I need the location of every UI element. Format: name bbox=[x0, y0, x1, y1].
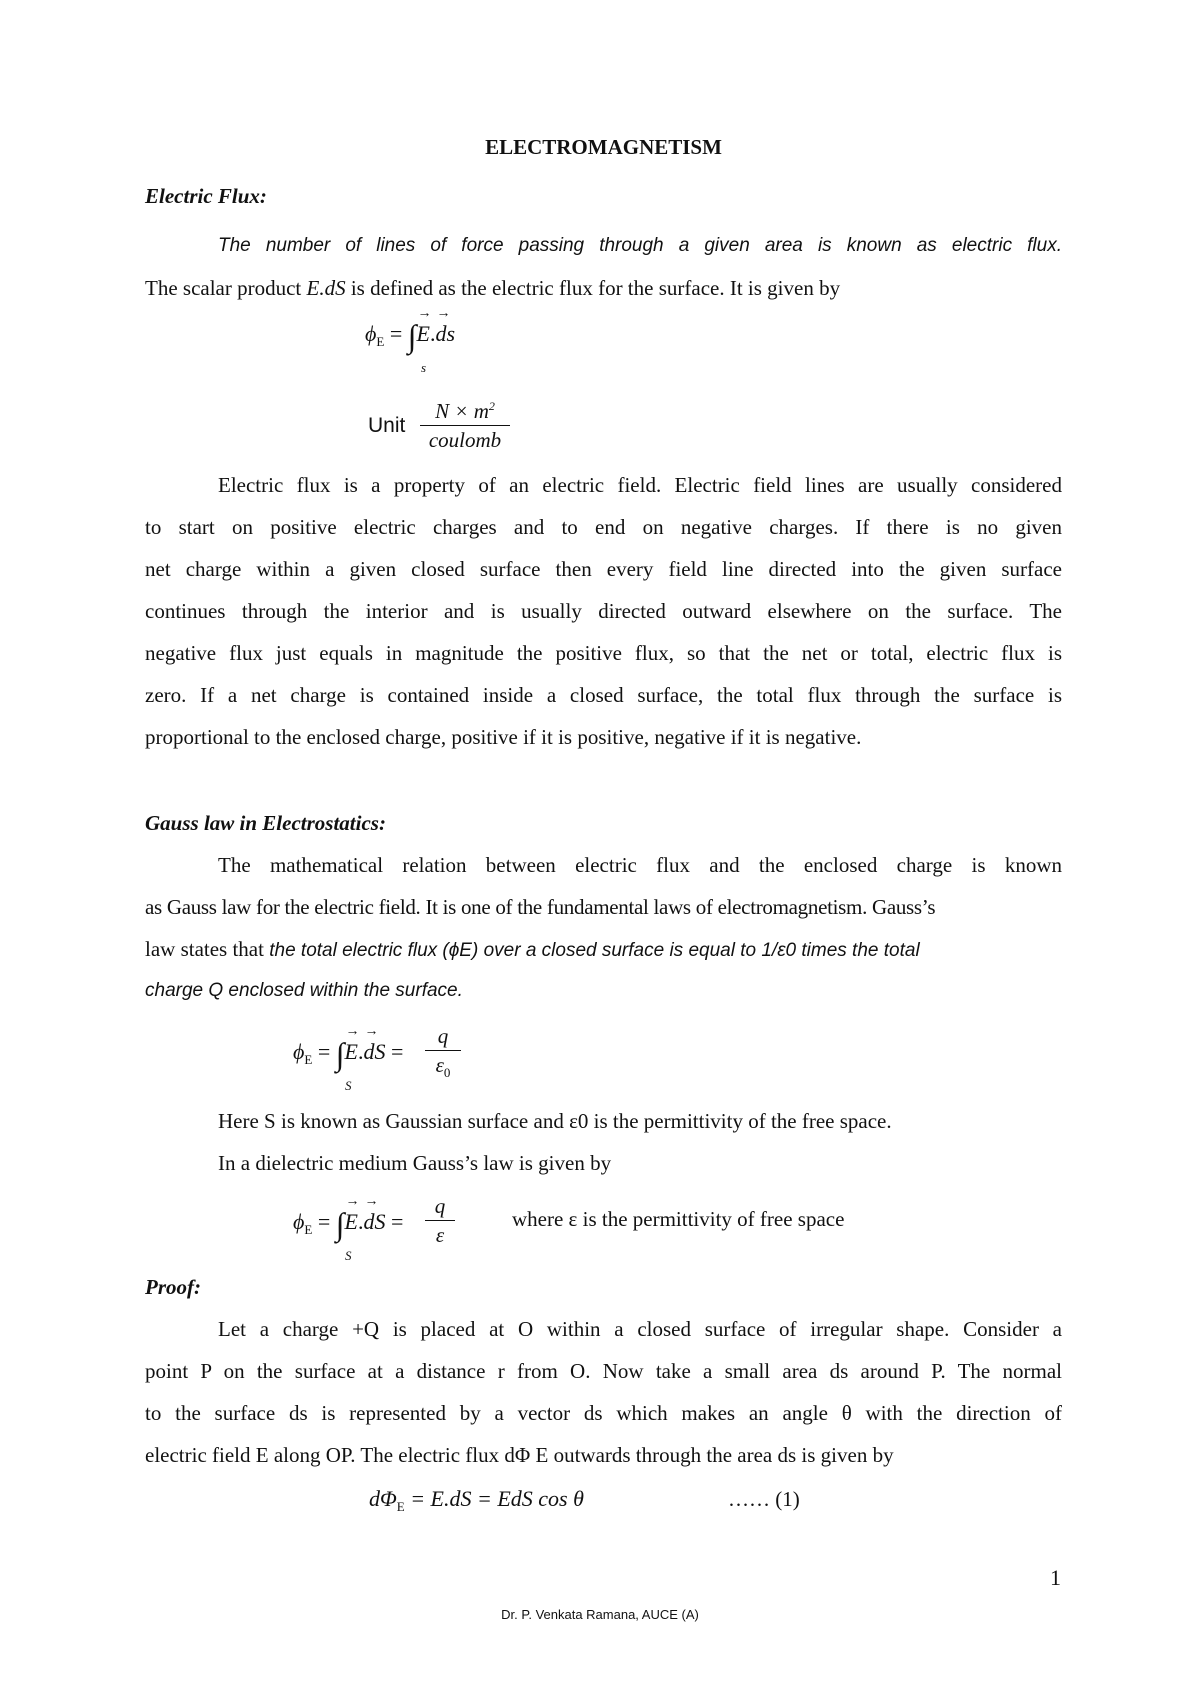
unit-fraction bbox=[420, 392, 510, 454]
scalar-product-line bbox=[145, 275, 1062, 301]
flux-element-equation bbox=[369, 1486, 584, 1515]
flux-paragraph-line: negative flux just equals in magnitude the positive flux, so that the net or total, electric flux is bbox=[145, 641, 1062, 665]
dielectric-line: In a dielectric medium Gauss’s law is given by bbox=[218, 1151, 612, 1175]
vector-E: → E bbox=[345, 1209, 358, 1235]
flux-paragraph-line: proportional to the enclosed charge, positive if it is positive, negative if it is negative. bbox=[145, 725, 862, 749]
fraction-numerator: q bbox=[434, 1194, 446, 1218]
epsilon-symbol: ε bbox=[435, 1053, 444, 1077]
gaussian-surface-line: Here S is known as Gaussian surface and ε0 is the permittivity of the free space. bbox=[218, 1109, 892, 1133]
vector-E: → E bbox=[345, 1039, 358, 1065]
vector-dS: → dS bbox=[363, 1039, 385, 1065]
scalar-product-text-end: is defined as the electric flux for the surface. It is given by bbox=[345, 276, 841, 300]
vector-E: → E bbox=[417, 321, 430, 347]
fraction-denominator: ε bbox=[435, 1223, 445, 1247]
proof-line: Let a charge +Q is placed at O within a closed surface of irregular shape. Consider a bbox=[218, 1317, 1062, 1341]
dphi-subscript: E bbox=[396, 1499, 405, 1514]
gauss-statement-text: law states that bbox=[145, 937, 270, 961]
q-over-eps-fraction bbox=[425, 1192, 455, 1249]
permittivity-note: where ε is the permittivity of free space bbox=[512, 1207, 845, 1231]
unit-numerator bbox=[420, 392, 510, 425]
unit-denominator: coulomb bbox=[428, 428, 502, 452]
scalar-product-term: E.dS bbox=[306, 276, 346, 300]
flux-paragraph-line: to start on positive electric charges and to end on negative charges. If there is no given bbox=[145, 515, 1062, 539]
vector-ds: → ds bbox=[435, 321, 455, 347]
flux-paragraph-line: Electric flux is a property of an electric field. Electric field lines are usually considered bbox=[218, 473, 1062, 497]
gauss-statement-italic: the total electric flux (ϕE) over a closed surface is equal to 1/ε0 times the total bbox=[269, 940, 920, 961]
phi-subscript: E bbox=[304, 1222, 313, 1237]
flux-definition: The number of lines of force passing through a given area is known as electric flux. bbox=[218, 235, 1062, 256]
phi-subscript: E bbox=[304, 1052, 313, 1067]
scalar-product-text: The scalar product bbox=[145, 276, 307, 300]
unit-exponent: 2 bbox=[488, 399, 495, 413]
integral-sign: ∫ bbox=[335, 1206, 345, 1242]
equation-rhs: = E.dS = EdS cos θ bbox=[410, 1486, 584, 1511]
phi-symbol: ϕ bbox=[293, 1039, 305, 1064]
integral-limit: S bbox=[345, 1078, 352, 1093]
proof-line: to the surface ds is represented by a vector ds which makes an angle θ with the direction of bbox=[145, 1401, 1062, 1425]
page-number: 1 bbox=[1050, 1565, 1061, 1590]
fraction-denominator bbox=[425, 1051, 461, 1087]
gauss-statement-line-end: charge Q enclosed within the surface. bbox=[145, 980, 463, 1001]
proof-line: point P on the surface at a distance r from O. Now take a small area ds around P. The normal bbox=[145, 1359, 1062, 1383]
flux-paragraph-line: net charge within a given closed surface then every field line directed into the given surface bbox=[145, 557, 1062, 581]
electric-flux-heading: Electric Flux: bbox=[145, 184, 267, 208]
vector-dS: → dS bbox=[363, 1209, 385, 1235]
flux-integral-equation: $\phi_E$ = ∫→ E.→ ds bbox=[365, 318, 455, 355]
gauss-law-equation: $\phi_E$ = ∫→ E.→ dS = bbox=[293, 1036, 403, 1073]
gauss-statement-line bbox=[145, 936, 1062, 964]
q-over-eps0-fraction bbox=[425, 1022, 461, 1087]
gauss-paragraph-line: as Gauss law for the electric field. It is one of the fundamental laws of electromagnetism. Gauss’s bbox=[145, 895, 936, 919]
integral-limit: S bbox=[345, 1248, 352, 1263]
equation-number: …… (1) bbox=[728, 1487, 800, 1511]
phi-symbol: ϕ bbox=[365, 321, 377, 346]
page-title: ELECTROMAGNETISM bbox=[485, 135, 722, 159]
integral-limit: s bbox=[421, 360, 427, 375]
integral-sign: ∫ bbox=[335, 1036, 345, 1072]
dielectric-gauss-equation: $\phi_E$ = ∫→ E.→ dS = bbox=[293, 1206, 403, 1243]
proof-line: electric field E along OP. The electric flux dΦ E outwards through the area ds is given by bbox=[145, 1443, 894, 1467]
phi-subscript: E bbox=[376, 334, 385, 349]
fraction-numerator: q bbox=[437, 1024, 449, 1048]
proof-heading: Proof: bbox=[145, 1275, 201, 1299]
unit-numerator-text: N × m bbox=[435, 399, 489, 423]
gauss-law-heading: Gauss law in Electrostatics: bbox=[145, 811, 386, 835]
dphi-symbol: dΦ bbox=[369, 1486, 397, 1511]
phi-symbol: ϕ bbox=[293, 1209, 305, 1234]
page-footer: Dr. P. Venkata Ramana, AUCE (A) bbox=[501, 1607, 699, 1622]
flux-paragraph-line: zero. If a net charge is contained inside a closed surface, the total flux through the surface is bbox=[145, 683, 1062, 707]
unit-label: Unit bbox=[368, 414, 406, 437]
flux-paragraph-line: continues through the interior and is usually directed outward elsewhere on the surface. The bbox=[145, 599, 1062, 623]
epsilon-subscript: 0 bbox=[443, 1065, 451, 1080]
gauss-paragraph-line: The mathematical relation between electric flux and the enclosed charge is known bbox=[218, 853, 1062, 877]
integral-sign: ∫ bbox=[407, 318, 417, 354]
